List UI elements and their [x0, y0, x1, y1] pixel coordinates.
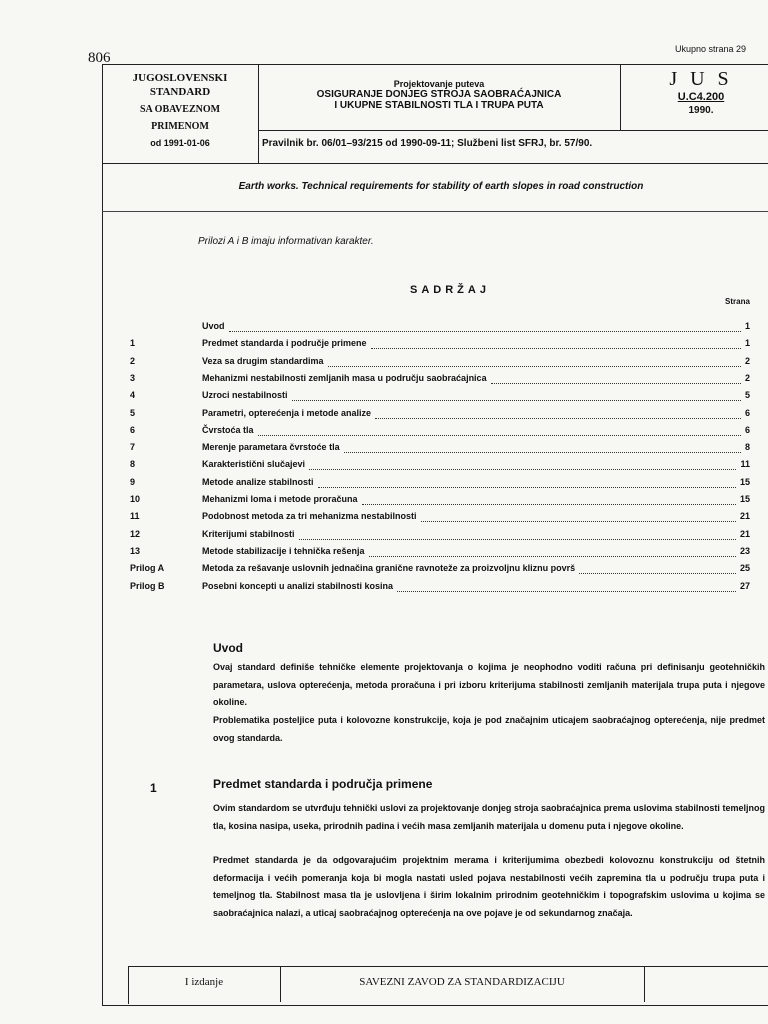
toc-row — [130, 494, 750, 511]
standard-year: 1990. — [688, 105, 714, 116]
toc-label: Uvod — [202, 321, 225, 331]
toc-leader — [229, 331, 741, 332]
toc-page: 5 — [744, 390, 750, 401]
toc-page: 2 — [744, 372, 750, 383]
intro-heading: Uvod — [213, 641, 243, 655]
toc-label: Mehanizmi loma i metode proračuna — [202, 494, 358, 504]
page-number: 806 — [88, 50, 111, 66]
toc-leader — [491, 383, 741, 384]
annex-note: Prilozi A i B imaju informativan karakter. — [198, 236, 374, 247]
toc-page: 6 — [744, 424, 750, 435]
toc-number: 7 — [130, 442, 136, 453]
standard-title-line1: OSIGURANJE DONJEG STROJA SAOBRAĆAJNICA — [316, 89, 562, 100]
standard-type-line: PRIMENOM — [151, 121, 209, 132]
jus-label: J U S — [669, 68, 733, 90]
toc-row — [130, 546, 750, 563]
standard-subject: Projektovanje puteva — [393, 79, 485, 89]
standard-type-box — [102, 64, 259, 163]
toc-number: 3 — [130, 372, 136, 383]
toc-number: 6 — [130, 424, 136, 435]
toc-number: 10 — [130, 494, 141, 504]
toc-page: 21 — [739, 511, 750, 522]
toc-row — [130, 581, 750, 598]
toc-row — [130, 373, 750, 390]
toc-number: 11 — [130, 511, 140, 522]
standard-type-line: JUGOSLOVENSKI — [132, 72, 228, 84]
toc-leader — [344, 452, 741, 453]
institute-name: SAVEZNI ZAVOD ZA STANDARDIZACIJU — [280, 966, 645, 1002]
effective-date: od 1991-01-06 — [150, 138, 210, 148]
toc-page: 21 — [739, 528, 750, 539]
toc-label: Merenje parametara čvrstoće tla — [202, 442, 340, 453]
toc-label: Predmet standarda i područje primene — [202, 338, 367, 349]
total-pages: Ukupno strana 29 — [675, 44, 747, 54]
english-title-divider — [102, 211, 768, 212]
jus-code-box — [620, 64, 768, 131]
toc-leader — [309, 469, 736, 470]
intro-paragraph: Problematika posteljice puta i kolovozne konstrukcije, koja je pod značajnim uticajem saobraćajnog opterećenja, nije predmet ovog standarda. — [213, 715, 765, 743]
toc-label: Karakteristični slučajevi — [202, 459, 306, 470]
toc-number: 12 — [130, 528, 141, 539]
toc-leader — [362, 504, 736, 505]
toc-row — [130, 321, 750, 338]
toc-leader — [369, 556, 736, 557]
section-heading: Predmet standarda i područja primene — [213, 777, 433, 791]
toc-label: Parametri, opterećenja i metode analize — [202, 407, 372, 418]
toc-leader — [371, 348, 741, 349]
toc-leader — [258, 435, 741, 436]
toc-page: 11 — [740, 459, 750, 470]
toc-leader — [375, 418, 741, 419]
toc-number: 5 — [130, 407, 136, 418]
toc-leader — [318, 487, 736, 488]
toc-number: Prilog B — [130, 580, 165, 591]
toc-page: 2 — [744, 355, 750, 366]
toc-number: 1 — [130, 338, 136, 349]
toc-number: 9 — [130, 476, 136, 487]
toc-leader — [397, 591, 736, 592]
toc-page: 6 — [744, 407, 750, 418]
toc-label: Čvrstoća tla — [202, 424, 254, 435]
toc-leader — [328, 366, 741, 367]
toc-label: Podobnost metoda za tri mehanizma nestabilnosti — [202, 511, 417, 522]
toc-page: 15 — [739, 494, 750, 504]
toc-row — [130, 425, 750, 442]
edition-label: I izdanje — [128, 966, 281, 1002]
toc-page: 15 — [739, 476, 750, 487]
standard-type-line: STANDARD — [149, 86, 211, 98]
toc-number: 2 — [130, 355, 136, 366]
toc-title: SADRŽAJ — [410, 284, 490, 296]
toc-leader — [421, 521, 736, 522]
toc-page: 27 — [739, 580, 750, 591]
standard-title-box — [258, 64, 620, 131]
standard-type-line: SA OBAVEZNOM — [139, 104, 221, 115]
toc-number: 8 — [130, 459, 136, 470]
toc-row — [130, 563, 750, 580]
toc-label: Metode stabilizacije i tehnička rešenja — [202, 545, 365, 556]
toc-leader — [292, 400, 741, 401]
toc-label: Mehanizmi nestabilnosti zemljanih masa u području saobraćajnica — [202, 372, 487, 383]
toc-page: 1 — [744, 321, 750, 331]
toc-row — [130, 442, 750, 459]
toc-row — [130, 408, 750, 425]
toc-page: 1 — [744, 338, 750, 349]
toc-label: Uzroci nestabilnosti — [202, 390, 288, 401]
toc-number: Prilog A — [130, 563, 165, 574]
toc-number: 13 — [130, 545, 141, 556]
toc-row — [130, 356, 750, 373]
toc-number: 4 — [130, 390, 136, 401]
toc-row — [130, 511, 750, 528]
standard-title-line2: I UKUPNE STABILNOSTI TLA I TRUPA PUTA — [334, 100, 544, 111]
toc-label: Veza sa drugim standardima — [202, 355, 324, 366]
section-number: 1 — [150, 781, 157, 795]
toc-row — [130, 477, 750, 494]
toc-row — [130, 390, 750, 407]
english-title: Earth works. Technical requirements for stability of earth slopes in road construction — [238, 181, 644, 192]
toc-label: Kriterijumi stabilnosti — [202, 528, 295, 539]
toc-page: 8 — [744, 442, 750, 453]
toc-label: Posebni koncepti u analizi stabilnosti kosina — [202, 580, 394, 591]
toc-label: Metoda za rešavanje uslovnih jednačina granične ravnoteže za proizvoljnu kliznu površ — [202, 563, 576, 574]
section-paragraph: Ovim standardom se utvrđuju tehnički uslovi za projektovanje donjeg stroja saobraćajnica prema uslovima stabilnosti temeljnog tla, kosina nasipa, useka, prirodnih padina i većih masa zemljanih materijala u domenu puta i njegove okoline. — [213, 803, 765, 831]
toc-page-column-header: Strana — [725, 297, 750, 306]
toc-row — [130, 459, 750, 476]
toc-leader — [579, 573, 736, 574]
toc-page: 25 — [739, 563, 750, 574]
toc-row — [130, 529, 750, 546]
regulation-reference: Pravilnik br. 06/01–93/215 od 1990-09-11; Službeni list SFRJ, br. 57/90. — [262, 138, 593, 149]
toc-label: Metode analize stabilnosti — [202, 476, 314, 487]
standard-code: U.C4.200 — [677, 91, 725, 103]
section-paragraph: Predmet standarda je da odgovarajućim projektnim merama i kriterijumima obezbedi kolovoznu konstrukciju od štetnih deformacija i većih pomeranja koja bi mogla nastati usled pojava nestabilnosti većih zapremina tla u području trupa puta i temeljnog tla. Stabilnost masa tla je uslovljena i širim lokalnim prirodnim geotehničkim i topografskim uslovima u kojima se saobraćajnica nalazi, a uticaj saobraćajnog opterećenja na ove pojave je od sekundarnog značaja. — [213, 855, 765, 918]
toc-page: 23 — [739, 545, 750, 556]
toc-row — [130, 338, 750, 355]
intro-paragraph: Ovaj standard definiše tehničke elemente projektovanja o kojima je neophodno voditi računa pri definisanju geotehničkih parametara, uslova opterećenja, metoda proračuna i pri izboru kriterijuma stabilnosti zemljanih materijala trupa puta i njegove okoline. — [213, 662, 765, 707]
toc-leader — [299, 539, 736, 540]
